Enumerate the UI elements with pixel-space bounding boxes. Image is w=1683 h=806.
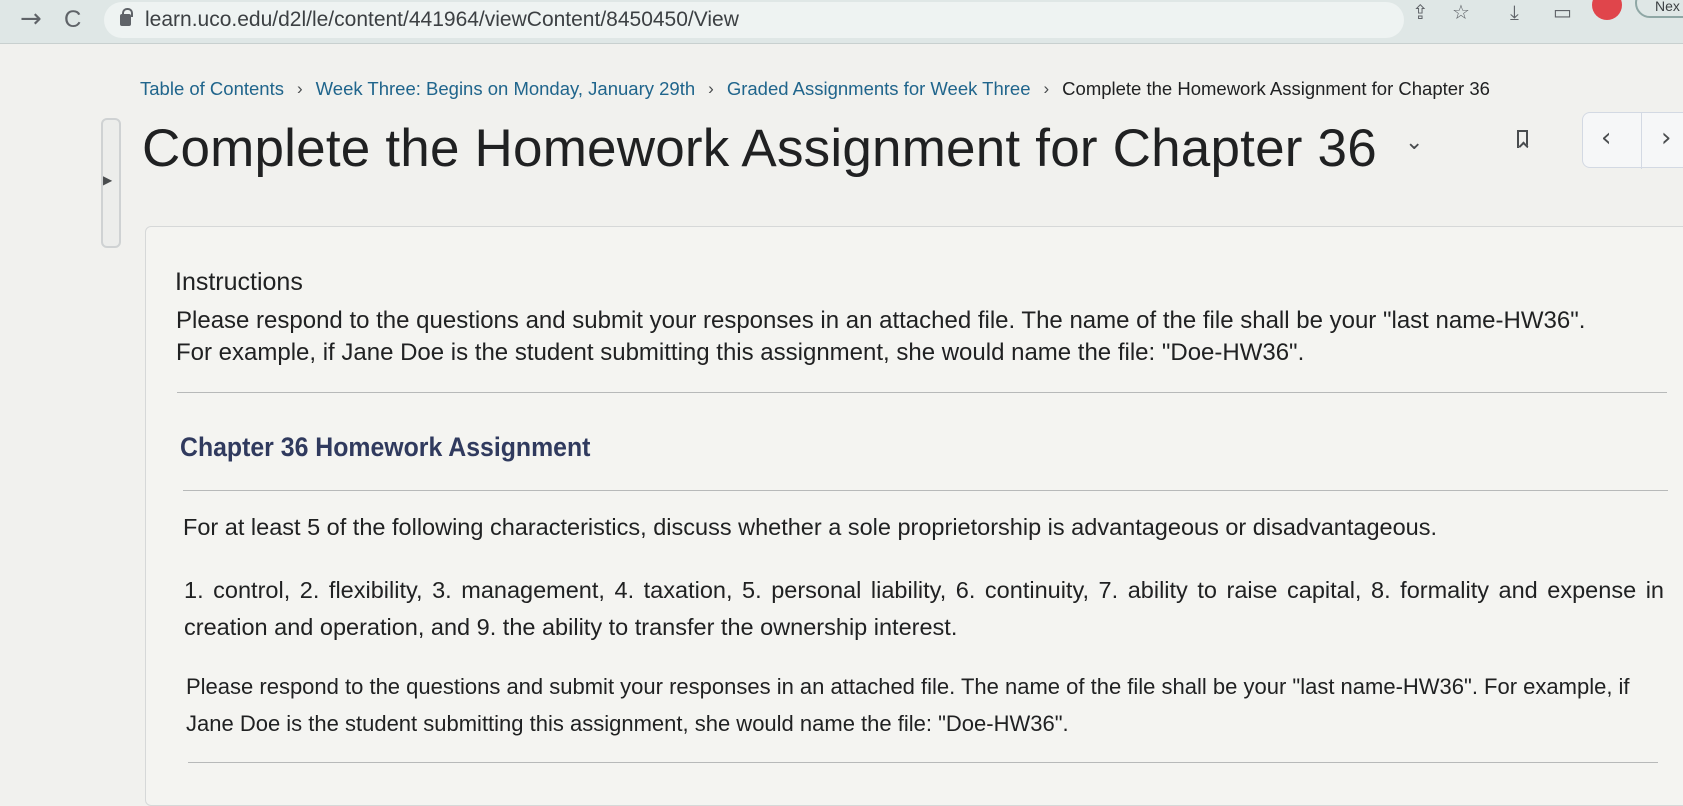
divider [183, 490, 1668, 491]
breadcrumb-item-table-of-contents[interactable]: Table of Contents [140, 78, 284, 99]
breadcrumb [140, 78, 1490, 100]
divider [177, 392, 1667, 393]
reload-icon[interactable]: C [64, 6, 82, 33]
breadcrumb-item-graded-assignments[interactable]: Graded Assignments for Week Three [726, 78, 1031, 99]
url-text[interactable]: learn.uco.edu/d2l/le/content/441964/viewContent/8450450/View [145, 8, 739, 31]
topic-pager [1582, 112, 1683, 168]
assignment-prompt: For at least 5 of the following characteristics, discuss whether a sole proprietorship is advantageous or disadvantageous. [183, 514, 1438, 540]
chevron-right-icon: › [1043, 79, 1050, 98]
download-icon[interactable]: ⤓ [1510, 0, 1519, 24]
instructions-text-line2: For example, if Jane Doe is the student submitting this assignment, she would name the file: "Doe-HW36". [176, 339, 1305, 366]
breadcrumb-item-week-three[interactable]: Week Three: Begins on Monday, January 29th [315, 78, 696, 99]
instructions-label: Instructions [175, 268, 303, 296]
lock-icon[interactable] [120, 14, 131, 26]
previous-topic-button[interactable]: ‹ [1601, 123, 1612, 153]
share-icon[interactable]: ⇪ [1412, 0, 1429, 24]
star-icon[interactable]: ☆ [1452, 0, 1470, 24]
pager-divider [1641, 113, 1642, 169]
window-icon[interactable]: ▭ [1553, 0, 1572, 24]
characteristics-list: 1. control, 2. flexibility, 3. management, 4. taxation, 5. personal liability, 6. continuity, 7. ability to raise capital, 8. formality and expense in creation and operation, and 9. the ability to transfer the ownership interest. [184, 577, 1664, 640]
caret-right-icon[interactable]: ▶ [103, 173, 113, 187]
divider [188, 762, 1658, 763]
submission-note: Please respond to the questions and submit your responses in an attached file. The name of the file shall be your "last name-HW36". For example, if Jane Doe is the student submitting this assignment, she would name the file: "Doe-HW36". [186, 674, 1630, 736]
bookmark-icon[interactable] [1517, 130, 1528, 148]
address-bar[interactable] [104, 2, 1404, 38]
forward-icon[interactable]: → [20, 4, 42, 34]
instructions-text-line1: Please respond to the questions and submit your responses in an attached file. The name of the file shall be your "last name-HW36". [176, 307, 1586, 334]
chevron-right-icon: › [296, 79, 303, 98]
page-title: Complete the Homework Assignment for Chapter 36 [142, 119, 1377, 178]
next-topic-button[interactable]: › [1661, 123, 1672, 153]
chevron-right-icon: › [708, 79, 714, 98]
avatar[interactable] [1592, 0, 1622, 20]
assignment-heading: Chapter 36 Homework Assignment [180, 432, 591, 462]
chevron-down-icon[interactable]: ⌄ [1405, 130, 1424, 155]
breadcrumb-item-current: Complete the Homework Assignment for Chapter 36 [1062, 78, 1490, 99]
next-button[interactable]: Nex [1635, 0, 1683, 18]
browser-toolbar [0, 0, 1683, 44]
